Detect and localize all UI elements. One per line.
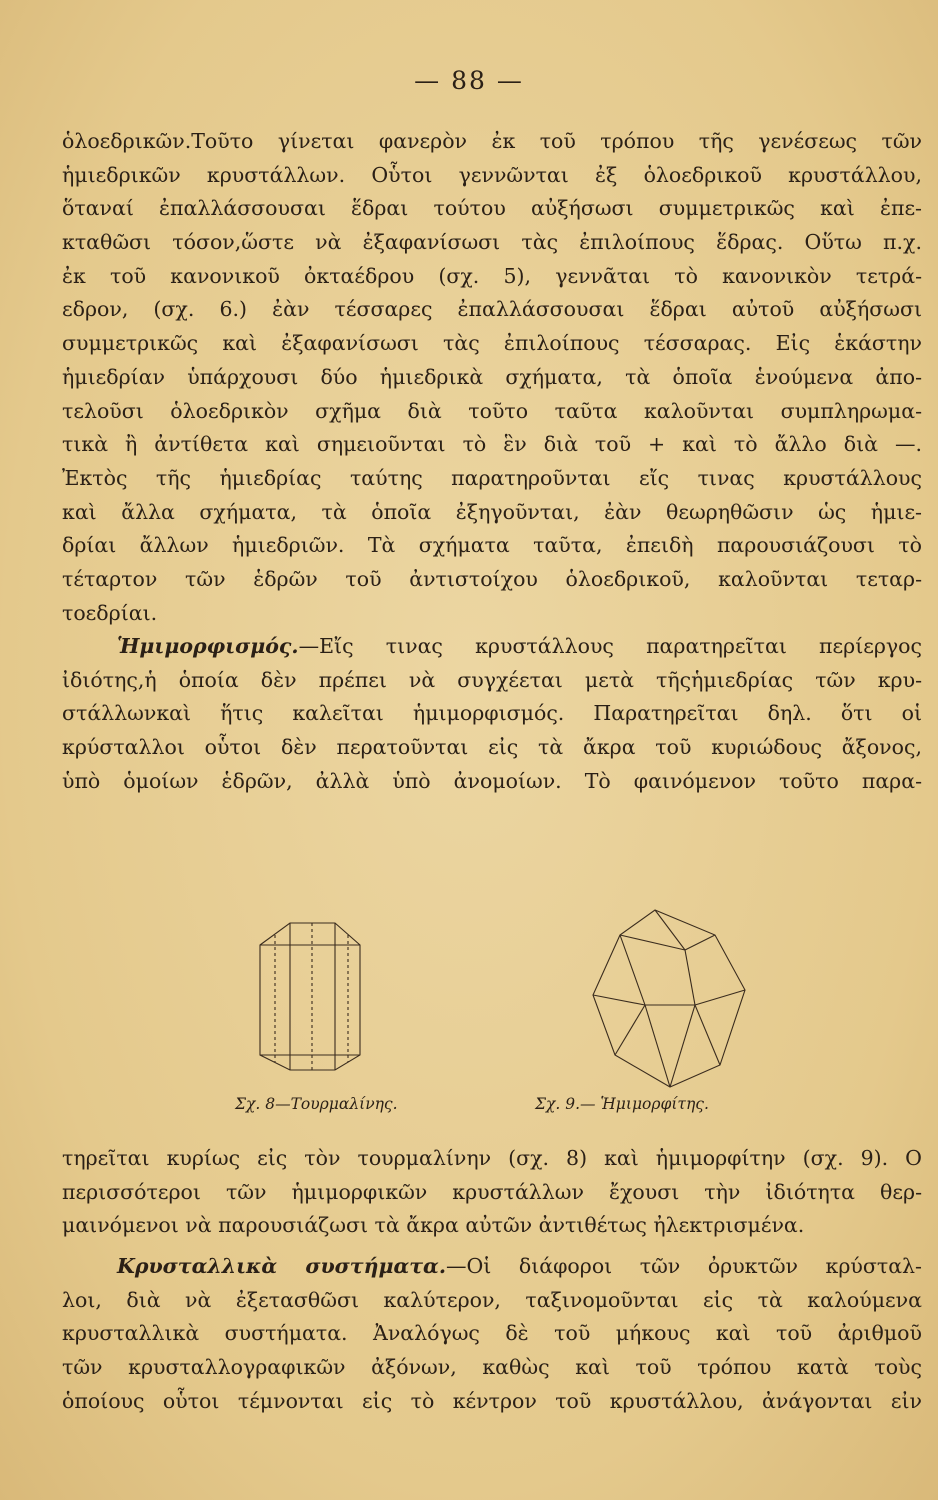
figure-9: [535, 905, 755, 1113]
text-line: ἐκ τοῦ κανονικοῦ ὀκταέδρου (σχ. 5), γεννᾶται τὸ κανονικὸν τετρά-: [62, 263, 922, 288]
page-number: — 88 —: [414, 66, 524, 95]
text-line: τηρεῖται κυρίως εἰς τὸν τουρμαλίνην (σχ. 8) καὶ ἡμιμορφίτην (σχ. 9). Ο: [62, 1146, 922, 1170]
text-line: [62, 630, 922, 664]
text-line: δρίαι ἄλλων ἡμιεδριῶν. Τὰ σχήματα ταῦτα, ἐπειδὴ παρουσιάζουσι τὸ: [62, 533, 922, 558]
text-line: στάλλωνκαὶ ἥτις καλεῖται ἡμιμορφισμός. Παρατηρεῖται δηλ. ὅτι οἱ: [62, 701, 922, 726]
paragraph-2: [62, 630, 922, 798]
text-line: τοεδρίαι.: [62, 600, 158, 625]
text-line: καὶ ἄλλα σχήματα, τὰ ὁποῖα ἐξηγοῦνται, ἐὰν θεωρηθῶσιν ὡς ἡμιε-: [62, 499, 922, 524]
paragraph-4: [62, 1250, 922, 1418]
text-line: κταθῶσι τόσον,ὥστε νὰ ἐξαφανίσωσι τὰς ἐπιλοίπους ἕδρας. Οὕτω π.χ.: [62, 230, 922, 255]
text-line: ὁλοεδρικῶν.Τοῦτο γίνεται φανερὸν ἐκ τοῦ τρόπου τῆς γενέσεως τῶν: [62, 129, 922, 153]
text-line: εδρον, (σχ. 6.) ἐὰν τέσσαρες ἐπαλλάσσουσαι ἕδραι αὐτοῦ αὐξήσωσι: [62, 297, 922, 322]
text-line: τῶν κρυσταλλογραφικῶν ἀξόνων, καθὼς καὶ τοῦ τρόπου κατὰ τοὺς: [62, 1355, 922, 1380]
heading-line-rest: —Εἴς τινας κρυστάλλους παρατηρεῖται περίεργος: [298, 634, 922, 658]
figures-area: [160, 905, 820, 1125]
text-line: τέταρτον τῶν ἑδρῶν τοῦ ἀντιστοίχου ὁλοεδρικοῦ, καλοῦνται τεταρ-: [62, 566, 922, 591]
text-line: τελοῦσι ὁλοεδρικὸν σχῆμα διὰ τοῦτο ταῦτα καλοῦνται συμπληρωμα-: [62, 398, 922, 423]
text-line: ἡμιεδρικῶν κρυστάλλων. Οὗτοι γεννῶνται ἐξ ὁλοεδρικοῦ κρυστάλλου,: [62, 162, 922, 187]
text-line: [62, 1250, 922, 1284]
text-line: τικὰ ἢ ἀντίθετα καὶ σημειοῦνται τὸ ἓν διὰ τοῦ + καὶ τὸ ἄλλο διὰ —.: [62, 432, 922, 457]
paragraph-1: [62, 125, 922, 630]
text-line: ὅταναί ἐπαλλάσσουσαι ἕδραι τούτου αὐξήσωσι συμμετρικῶς καὶ ἐπε-: [62, 196, 922, 221]
figure-8-caption: Σχ. 8—Τουρμαλίνης.: [235, 1095, 398, 1113]
text-line: συμμετρικῶς καὶ ἐξαφανίσωσι τὰς ἐπιλοίπους τέσσαρας. Εἰς ἑκάστην: [62, 331, 922, 356]
text-line: λοι, διὰ νὰ ἐξετασθῶσι καλύτερον, ταξινομοῦνται εἰς τὰ καλούμενα: [62, 1287, 922, 1312]
text-line: ἰδιότης,ἡ ὁποία δὲν πρέπει νὰ συγχέεται μετὰ τῆςἡμιεδρίας τῶν κρυ-: [62, 667, 922, 692]
figure-9-caption: Σχ. 9.— Ἡμιμορφίτης.: [535, 1095, 709, 1113]
tourmaline-crystal-drawing: [240, 905, 380, 1075]
paragraph-3: [62, 1142, 922, 1243]
text-line: μαινόμενοι νὰ παρουσιάζωσι τὰ ἄκρα αὐτῶν ἀντιθέτως ἠλεκτρισμένα.: [62, 1213, 805, 1238]
text-line: ὑπὸ ὁμοίων ἑδρῶν, ἀλλὰ ὑπὸ ἀνομοίων. Τὸ φαινόμενον τοῦτο παρα-: [62, 768, 922, 793]
section-heading-crystal-systems: Κρυσταλλικὰ συστήματα.: [117, 1254, 446, 1278]
text-line: ἡμιεδρίαν ὑπάρχουσι δύο ἡμιεδρικὰ σχήματα, τὰ ὁποῖα ἑνούμενα ἀπο-: [62, 364, 922, 389]
text-line: Ἐκτὸς τῆς ἡμιεδρίας ταύτης παρατηροῦνται εἴς τινας κρυστάλλους: [62, 465, 922, 490]
figure-8: [235, 905, 398, 1113]
section-heading-hemimorphism: Ἡμιμορφισμός.: [117, 634, 299, 658]
text-line: κρύσταλλοι οὗτοι δὲν περατοῦνται εἰς τὰ ἄκρα τοῦ κυριώδους ἄξονος,: [62, 735, 922, 760]
text-line: ὁποίους οὗτοι τέμνονται εἰς τὸ κέντρον τοῦ κρυστάλλου, ἀνάγονται εἰν: [62, 1388, 922, 1413]
text-line: κρυσταλλικὰ συστήματα. Ἀναλόγως δὲ τοῦ μήκους καὶ τοῦ ἀριθμοῦ: [62, 1321, 922, 1346]
text-line: περισσότεροι τῶν ἡμιμορφικῶν κρυστάλλων ἔχουσι τὴν ἰδιότητα θερ-: [62, 1179, 922, 1204]
heading-line-rest: —Οἱ διάφοροι τῶν ὀρυκτῶν κρύσταλ-: [445, 1254, 922, 1278]
hemimorphite-crystal-drawing: [585, 905, 755, 1090]
